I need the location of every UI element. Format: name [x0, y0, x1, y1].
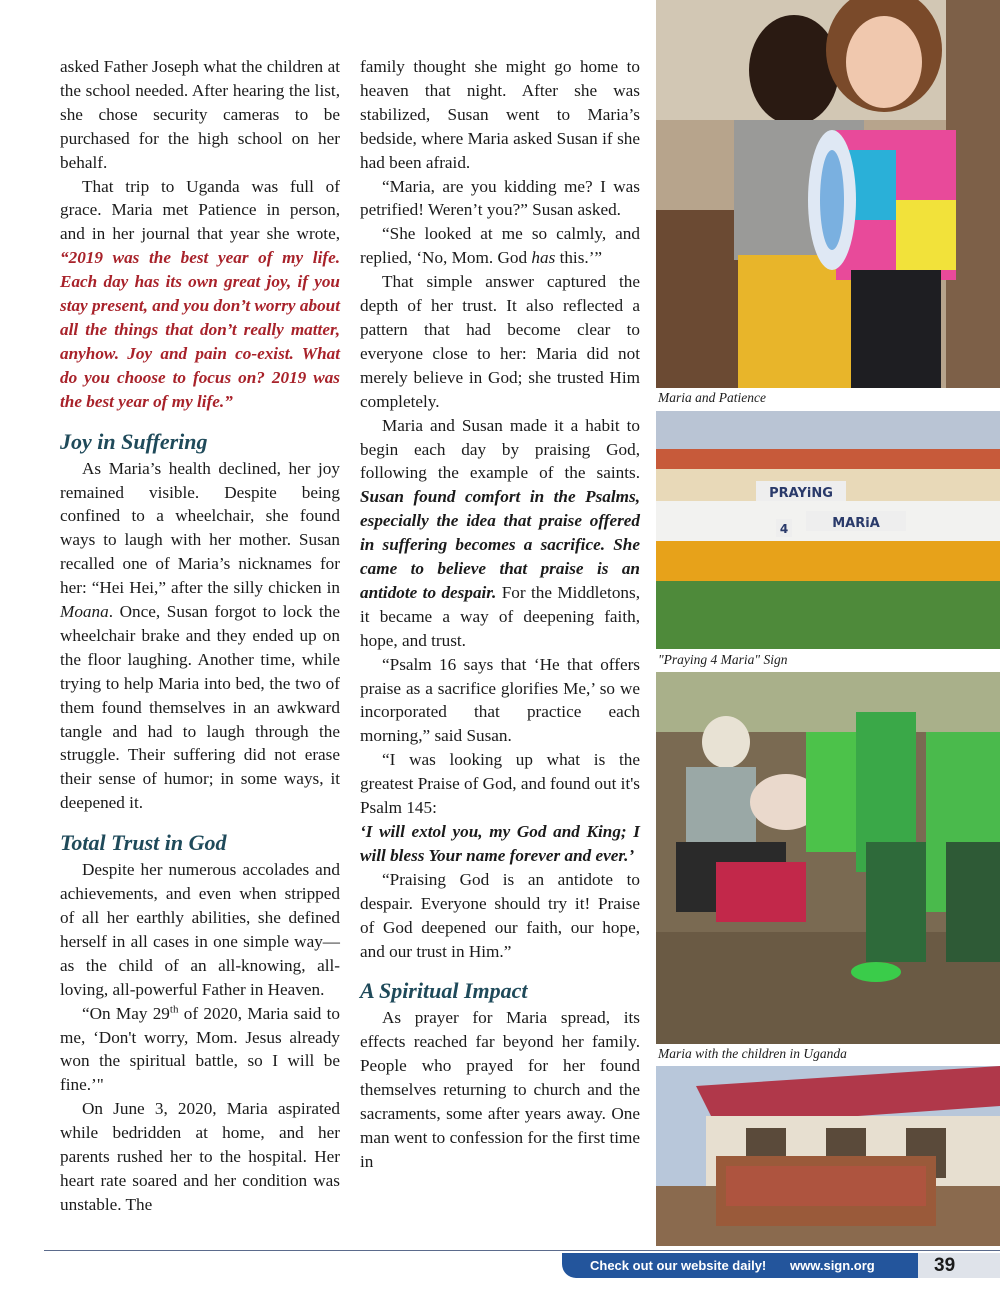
paragraph: “Psalm 16 says that ‘He that offers praise as a sacrifice glorifies Me,’ so we incorporated that practice each morning,” said Susan.	[360, 654, 640, 746]
photo-caption: "Praying 4 Maria" Sign	[658, 652, 788, 667]
sign-four-text: 4	[779, 522, 789, 536]
paragraph: asked Father Joseph what the children at the school needed. After hearing the list, she chose security cameras to be purchased for the high school on her behalf.	[60, 57, 340, 172]
footer-rule	[44, 1250, 1000, 1251]
psalm-quote: ‘I will extol you, my God and King; I will bless Your name forever and ever.’	[360, 822, 640, 865]
section-heading-trust: Total Trust in God	[60, 830, 227, 856]
photo-maria-and-patience	[656, 0, 1000, 388]
paragraph: That simple answer captured the depth of her trust. It also reflected a pattern that had become clear to everyone close to her: Maria did not merely believe in God; she trusted Him completely.	[360, 272, 640, 411]
paragraph: “She looked at me so calmly, and replied, ‘No, Mom. God has this.’”	[360, 224, 640, 268]
footer-banner	[562, 1253, 918, 1278]
sign-praying-text: PRAYiNG	[769, 486, 833, 501]
article-column-1	[60, 55, 340, 1217]
section-heading-impact: A Spiritual Impact	[360, 978, 528, 1004]
emphasis-text: Susan found comfort in the Psalms, especially the idea that praise offered in suffering becomes a sacrifice. She came to believe that praise is an antidote to despair.	[360, 487, 640, 602]
paragraph: family thought she might go home to heaven that night. After she was stabilized, Susan went to Maria’s bedside, where Maria asked Susan if she had been afraid.	[360, 57, 640, 172]
website-link[interactable]: www.sign.org	[790, 1258, 875, 1273]
paragraph: “On May 29th of 2020, Maria said to me, ‘Don't worry, Mom. Jesus already won the spiritual battle, so I will be fine.’"	[60, 1002, 340, 1095]
photo-school-building	[656, 1066, 1000, 1246]
photo-praying-sign	[656, 411, 1000, 649]
paragraph: “I was looking up what is the greatest Praise of God, and found out it's Psalm 145:	[360, 750, 640, 818]
paragraph: That trip to Uganda was full of grace. Maria met Patience in person, and in her journal that year she wrote, “2019 was the best year of my life. Each day has its own great joy, if you stay present, and you don’t worry about all the things that don’t really matter, anyhow. Joy and pain co-exist. What do you choose to focus on? 2019 was the best year of my life.”	[60, 176, 340, 411]
journal-quote: “2019 was the best year of my life. Each day has its own great joy, if you stay present, and you don’t worry about all the things that don’t really matter, anyhow. Joy and pain co-exist. What do you choose to focus on? 2019 was the best year of my life.”	[60, 248, 340, 411]
sign-maria-text: MARiA	[832, 516, 880, 531]
paragraph: “Maria, are you kidding me? I was petrified! Weren’t you?” Susan asked.	[360, 176, 640, 220]
photo-caption: Maria with the children in Uganda	[658, 1046, 847, 1061]
paragraph: Despite her numerous accolades and achievements, and even when stripped of all her earthly abilities, she defined herself in all cases in one simple way—as the child of an all-knowing, all-loving, all-powerful Father in Heaven.	[60, 860, 340, 999]
paragraph: As Maria’s health declined, her joy remained visible. Despite being confined to a wheelchair, she found ways to laugh with her mother. Susan recalled one of Maria’s nicknames for her: “Hei Hei,” after the silly chicken in Moana. Once, Susan forgot to lock the wheelchair brake and they ended up on the floor laughing. Another time, while trying to help Maria into bed, the two of them found themselves in an awkward tangle and had to laugh through the struggle. Their suffering did not erase their sense of humor; in some ways, it deepened it.	[60, 458, 340, 813]
paragraph: Maria and Susan made it a habit to begin each day by praising God, following the example of the saints. Susan found comfort in the Psalms, especially the idea that praise offered in suffering becomes a sacrifice. She came to believe that praise is an antidote to despair. For the Middletons, it became a way of deepening faith, hope, and trust.	[360, 415, 640, 650]
paragraph: On June 3, 2020, Maria aspirated while bedridden at home, and her parents rushed her to the hospital. Her heart rate soared and her condition was unstable. The	[60, 1099, 340, 1214]
photo-maria-with-children	[656, 672, 1000, 1044]
photo-caption: Maria and Patience	[658, 390, 766, 405]
paragraph: As prayer for Maria spread, its effects reached far beyond her family. People who prayed for her found themselves returning to church and the sacraments, some after years away. One man went to confession for the first time in	[360, 1008, 640, 1171]
article-column-2	[360, 55, 640, 1174]
page-number: 39	[918, 1253, 1000, 1278]
movie-title: Moana	[60, 602, 109, 622]
website-prompt: Check out our website daily!	[590, 1258, 767, 1273]
section-heading-joy: Joy in Suffering	[60, 428, 208, 454]
paragraph: “Praising God is an antidote to despair. Everyone should try it! Praise of God deepened our faith, our hope, and our trust in Him.”	[360, 869, 640, 961]
